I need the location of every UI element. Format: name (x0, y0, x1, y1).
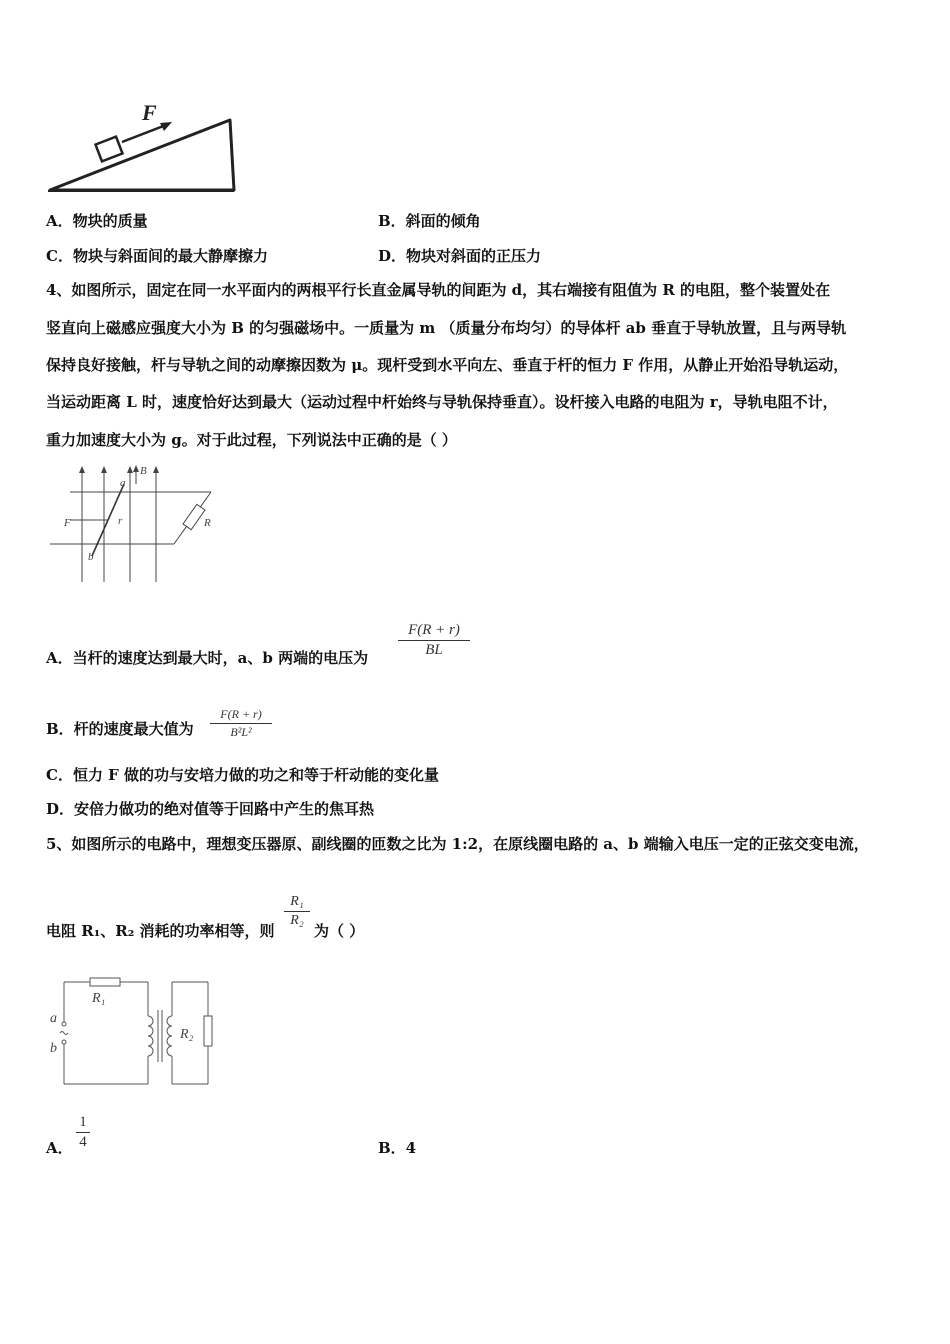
q4-stem-line-2: 竖直向上磁感应强度大小为 B 的匀强磁场中。一质量为 m （质量分布均匀）的导体杆 ab 垂直于导轨放置，且与两导轨 (46, 319, 847, 337)
secondary-coil (167, 1016, 172, 1056)
q4-stem-line-5: 重力加速度大小为 g。对于此过程，下列说法中正确的是（ ） (46, 431, 457, 449)
q5-stem-line-2b: 为（ ） (314, 922, 365, 940)
q5-option-a[interactable]: A． (46, 1139, 73, 1157)
resistor-r1 (90, 978, 120, 986)
resistor-r2 (204, 1016, 212, 1046)
q4-option-d[interactable]: D．安倍力做功的绝对值等于回路中产生的焦耳热 (46, 800, 375, 818)
incline-figure (44, 100, 240, 196)
incline-shape (50, 120, 234, 190)
block-shape (96, 137, 123, 162)
q4-option-a-fraction: F(R + r) BL (398, 622, 470, 659)
q3-option-d[interactable]: D．物块对斜面的正压力 (378, 247, 542, 265)
svg-text:b: b (50, 1041, 57, 1056)
svg-text:R₂: R₂ (180, 1027, 194, 1042)
svg-text:R: R (204, 517, 211, 529)
primary-coil (148, 1016, 153, 1056)
resistor-r (183, 504, 205, 529)
rail-figure (46, 462, 226, 586)
q5-stem-line-2a: 电阻 R₁、R₂ 消耗的功率相等，则 (46, 922, 275, 940)
svg-text:R₁: R₁ (92, 991, 106, 1006)
svg-text:F: F (64, 517, 71, 529)
svg-text:a: a (120, 477, 126, 489)
q4-stem-line-4: 当运动距离 L 时，速度恰好达到最大（运动过程中杆始终与导轨保持垂直）。设杆接入电路的电阻为 r，导轨电阻不计， (46, 393, 838, 411)
q4-stem-line-3: 保持良好接触，杆与导轨之间的动摩擦因数为 μ。现杆受到水平向左、垂直于杆的恒力 F 作用，从静止开始沿导轨运动， (46, 356, 849, 374)
force-arrow (122, 125, 166, 142)
q3-option-a[interactable]: A．物块的质量 (46, 212, 148, 230)
svg-text:B: B (140, 465, 147, 477)
q4-option-b[interactable]: B．杆的速度最大值为 (46, 720, 194, 738)
q5-ratio-fraction: R₁ R₂ (284, 894, 310, 929)
terminal-a (62, 1022, 66, 1026)
force-label: F (142, 100, 157, 125)
q5-option-a-fraction: 1 4 (76, 1114, 90, 1151)
q4-option-b-fraction: F(R + r) B²L² (210, 707, 272, 740)
ac-source-icon (60, 1032, 68, 1035)
q4-option-c[interactable]: C．恒力 F 做的功与安培力做的功之和等于杆动能的变化量 (46, 766, 440, 784)
svg-text:a: a (50, 1011, 57, 1026)
transformer-circuit-figure (44, 970, 224, 1090)
terminal-b (62, 1040, 66, 1044)
q4-option-a[interactable]: A．当杆的速度达到最大时，a、b 两端的电压为 (46, 649, 369, 667)
svg-text:r: r (118, 515, 123, 527)
q3-option-c[interactable]: C．物块与斜面间的最大静摩擦力 (46, 247, 268, 265)
svg-text:b: b (88, 551, 94, 563)
q5-stem-line-1: 5、如图所示的电路中，理想变压器原、副线圈的匝数之比为 1:2，在原线圈电路的 a、b 端输入电压一定的正弦交变电流， (46, 835, 869, 853)
q5-option-b[interactable]: B．4 (378, 1139, 417, 1157)
q4-stem-line-1: 4、如图所示，固定在同一水平面内的两根平行长直金属导轨的间距为 d，其右端接有阻值为 R 的电阻，整个装置处在 (46, 281, 831, 299)
q3-option-b[interactable]: B．斜面的倾角 (378, 212, 481, 230)
